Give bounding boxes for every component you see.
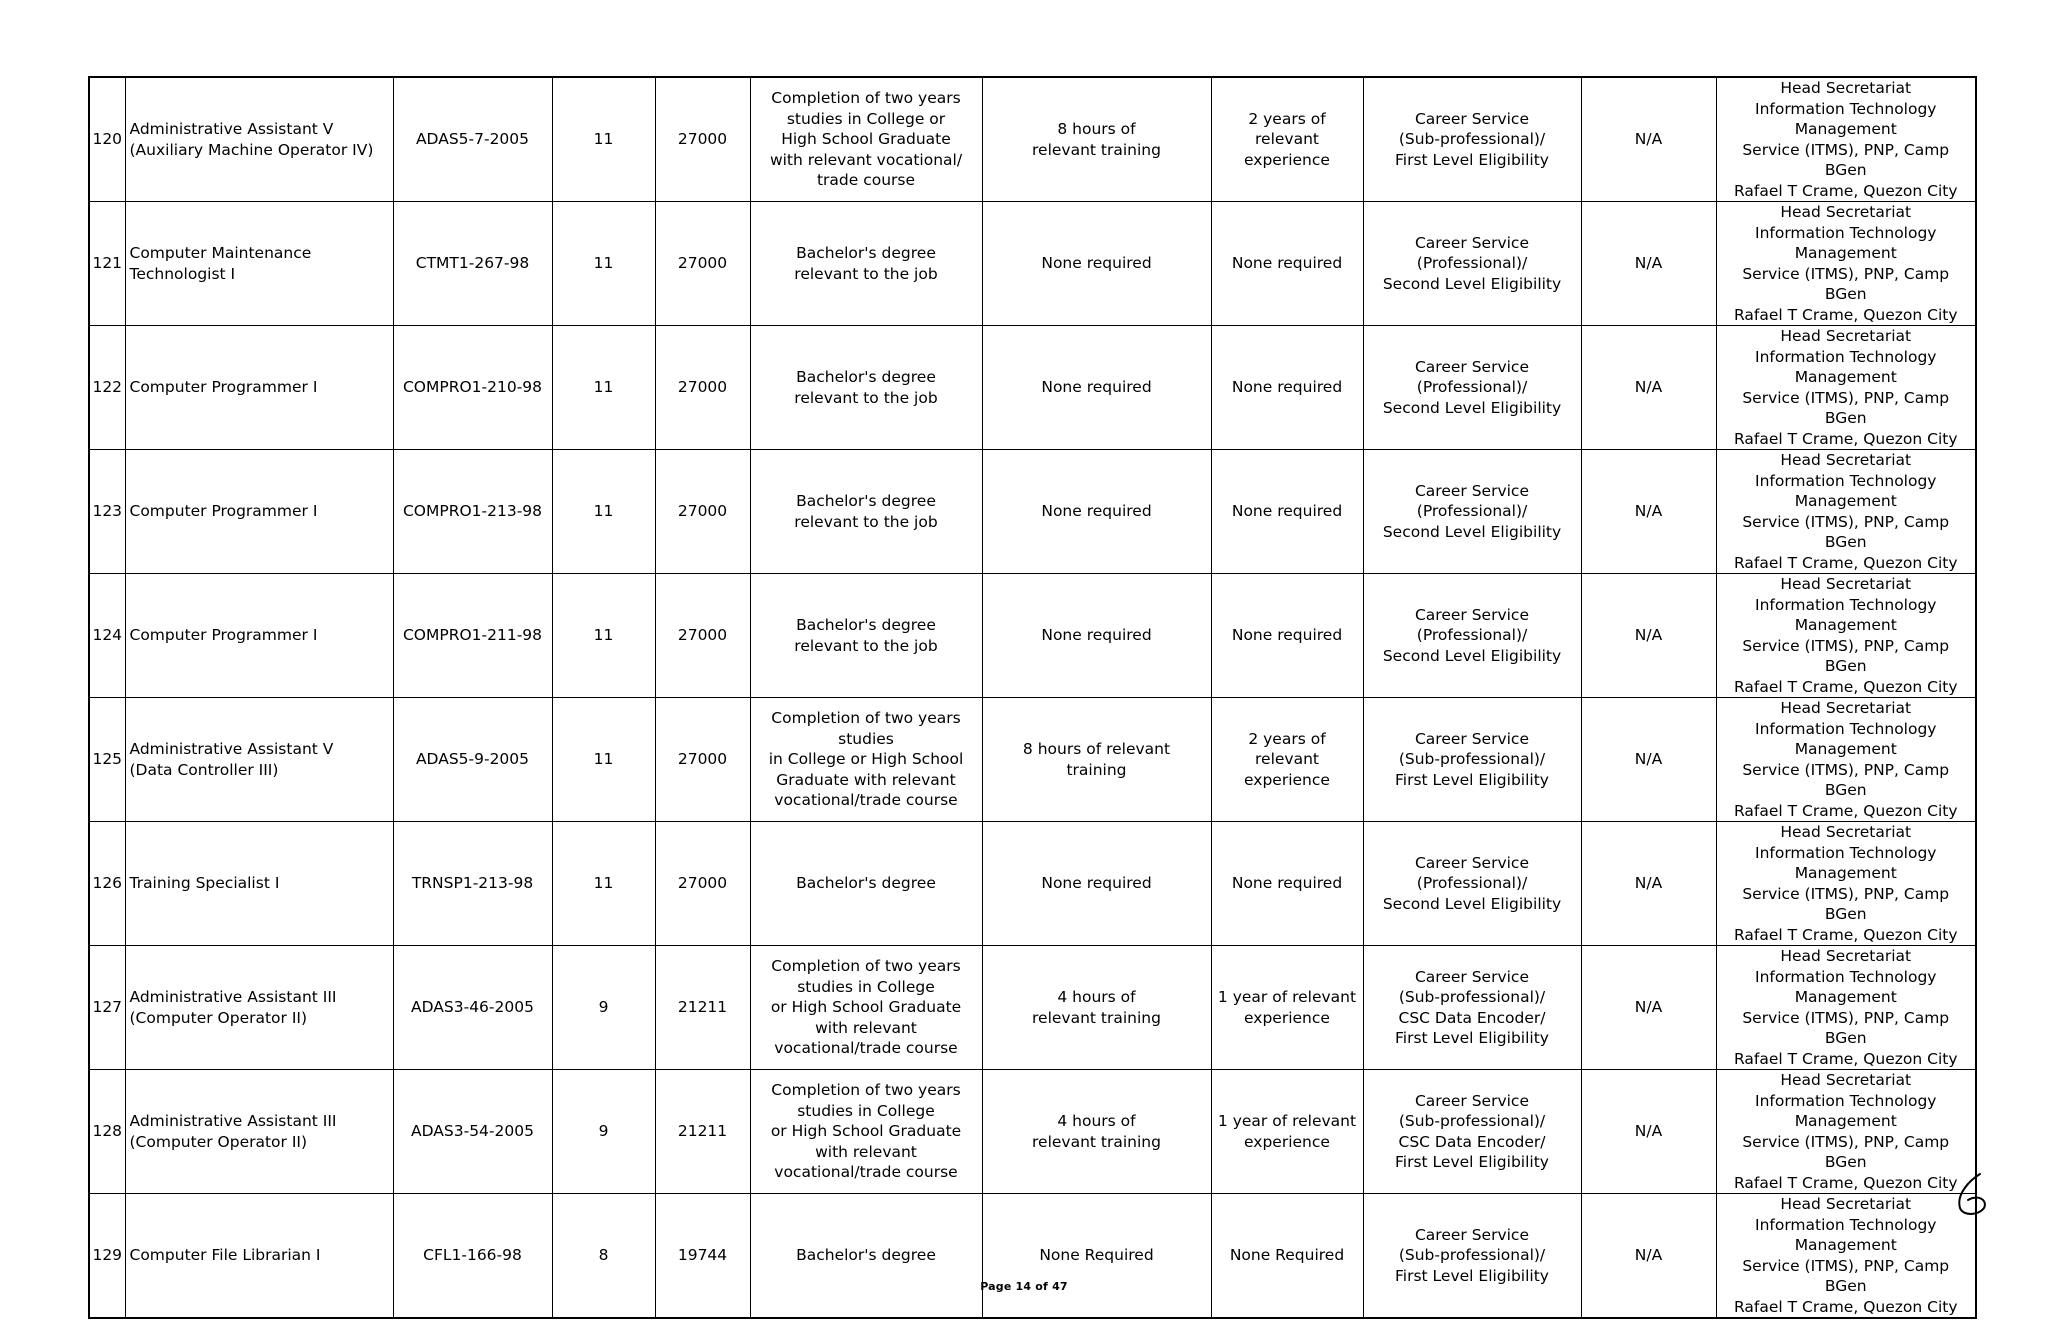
salary-grade: 11 [593,626,614,645]
item-number: CTMT1-267-98 [415,254,530,273]
education-requirement: Bachelor's degree relevant to the job [794,368,938,407]
handwritten-initial-mark [1950,1170,2000,1220]
competency-requirement: N/A [1634,1122,1663,1141]
competency-requirement-cell [1581,450,1716,574]
position-title: Computer Programmer I [129,378,318,397]
table-row [89,698,1976,822]
item-number: ADAS5-9-2005 [415,750,530,769]
competency-requirement: N/A [1634,750,1663,769]
experience-requirement: 1 year of relevant experience [1217,988,1357,1027]
row-number-cell [89,822,125,946]
eligibility-requirement: Career Service (Sub-professional)/ First Level Eligibility [1395,729,1549,789]
place-of-assignment: Head Secretariat Information Technology Management Service (ITMS), PNP, Camp BGen Rafael T Crame, Quezon City [1733,699,1958,820]
experience-requirement: None required [1231,874,1343,893]
position-title-cell [125,77,393,202]
position-title-cell [125,326,393,450]
training-requirement: 4 hours of relevant training [1032,988,1161,1027]
competency-requirement-cell [1581,77,1716,202]
place-of-assignment: Head Secretariat Information Technology Management Service (ITMS), PNP, Camp BGen Rafael T Crame, Quezon City [1733,451,1958,572]
page-number: Page 14 of 47 [980,1280,1068,1293]
position-title-cell [125,450,393,574]
eligibility-requirement-cell [1363,574,1581,698]
experience-requirement: None Required [1229,1246,1345,1265]
education-requirement: Bachelor's degree relevant to the job [794,492,938,531]
item-number: COMPRO1-213-98 [402,502,543,521]
education-requirement: Completion of two years studies in College or High School Graduate with relevant vocational/trade course [770,957,962,1058]
position-title: Administrative Assistant V (Data Controller III) [129,740,334,779]
salary-grade: 9 [598,998,609,1017]
monthly-salary: 21211 [677,998,728,1017]
salary-grade: 11 [593,378,614,397]
monthly-salary-cell [655,450,750,574]
row-number: 126 [92,874,123,893]
table-row [89,946,1976,1070]
training-requirement-cell [982,1194,1211,1319]
row-number: 124 [92,626,123,645]
eligibility-requirement-cell [1363,450,1581,574]
monthly-salary: 27000 [677,254,728,273]
salary-grade-cell [552,1194,655,1319]
row-number: 127 [92,998,123,1017]
position-title-cell [125,946,393,1070]
salary-grade-cell [552,946,655,1070]
training-requirement-cell [982,822,1211,946]
item-number-cell [393,822,552,946]
row-number-cell [89,946,125,1070]
monthly-salary: 27000 [677,750,728,769]
competency-requirement-cell [1581,698,1716,822]
place-of-assignment-cell [1716,574,1976,698]
item-number: CFL1-166-98 [423,1246,522,1265]
education-requirement-cell [750,202,982,326]
table-row [89,326,1976,450]
experience-requirement: 2 years of relevant experience [1244,109,1330,169]
place-of-assignment-cell [1716,822,1976,946]
competency-requirement: N/A [1634,1246,1663,1265]
positions-table-body [89,77,1976,1318]
item-number-cell [393,698,552,822]
position-title: Computer File Librarian I [129,1246,321,1265]
monthly-salary-cell [655,574,750,698]
place-of-assignment: Head Secretariat Information Technology Management Service (ITMS), PNP, Camp BGen Rafael T Crame, Quezon City [1733,203,1958,324]
monthly-salary-cell [655,946,750,1070]
item-number-cell [393,326,552,450]
eligibility-requirement: Career Service (Sub-professional)/ CSC Data Encoder/ First Level Eligibility [1395,1091,1549,1171]
position-title-cell [125,1194,393,1319]
row-number: 128 [92,1122,123,1141]
experience-requirement-cell [1211,1194,1363,1319]
training-requirement-cell [982,698,1211,822]
position-title-cell [125,202,393,326]
experience-requirement-cell [1211,698,1363,822]
place-of-assignment-cell [1716,1194,1976,1319]
place-of-assignment: Head Secretariat Information Technology Management Service (ITMS), PNP, Camp BGen Rafael T Crame, Quezon City [1733,79,1958,200]
education-requirement-cell [750,326,982,450]
row-number-cell [89,326,125,450]
training-requirement-cell [982,574,1211,698]
education-requirement: Completion of two years studies in College or High School Graduate with relevant vocational/trade course [770,1081,962,1182]
training-requirement: None required [1041,874,1152,893]
item-number: TRNSP1-213-98 [411,874,534,893]
eligibility-requirement-cell [1363,822,1581,946]
monthly-salary-cell [655,698,750,822]
item-number-cell [393,77,552,202]
experience-requirement: None required [1231,378,1343,397]
place-of-assignment-cell [1716,77,1976,202]
table-row [89,450,1976,574]
salary-grade-cell [552,698,655,822]
training-requirement: 8 hours of relevant training [1022,740,1171,779]
training-requirement-cell [982,450,1211,574]
monthly-salary-cell [655,822,750,946]
experience-requirement-cell [1211,946,1363,1070]
position-title: Computer Programmer I [129,626,318,645]
salary-grade-cell [552,326,655,450]
monthly-salary: 19744 [677,1246,728,1265]
monthly-salary-cell [655,1070,750,1194]
position-title: Computer Programmer I [129,502,318,521]
item-number-cell [393,1194,552,1319]
row-number-cell [89,450,125,574]
place-of-assignment: Head Secretariat Information Technology Management Service (ITMS), PNP, Camp BGen Rafael T Crame, Quezon City [1733,823,1958,944]
place-of-assignment: Head Secretariat Information Technology Management Service (ITMS), PNP, Camp BGen Rafael T Crame, Quezon City [1733,947,1958,1068]
education-requirement-cell [750,574,982,698]
place-of-assignment-cell [1716,698,1976,822]
positions-table [88,76,1977,1319]
experience-requirement-cell [1211,1070,1363,1194]
table-row [89,77,1976,202]
training-requirement: 4 hours of relevant training [1032,1112,1161,1151]
item-number-cell [393,574,552,698]
competency-requirement: N/A [1634,254,1663,273]
row-number: 121 [92,254,123,273]
eligibility-requirement: Career Service (Professional)/ Second Level Eligibility [1382,853,1562,913]
training-requirement: None required [1041,378,1152,397]
position-title-cell [125,698,393,822]
row-number-cell [89,77,125,202]
row-number: 120 [92,130,123,149]
position-title: Training Specialist I [129,874,280,893]
table-row [89,574,1976,698]
place-of-assignment-cell [1716,946,1976,1070]
education-requirement: Completion of two years studies in College or High School Graduate with relevant vocational/trade course [768,709,964,810]
experience-requirement-cell [1211,326,1363,450]
education-requirement: Completion of two years studies in College or High School Graduate with relevant vocational/ trade course [769,89,963,190]
monthly-salary: 27000 [677,874,728,893]
item-number-cell [393,946,552,1070]
position-title-cell [125,574,393,698]
competency-requirement-cell [1581,202,1716,326]
education-requirement-cell [750,1070,982,1194]
competency-requirement-cell [1581,1194,1716,1319]
row-number-cell [89,698,125,822]
eligibility-requirement-cell [1363,77,1581,202]
competency-requirement: N/A [1634,378,1663,397]
monthly-salary-cell [655,77,750,202]
eligibility-requirement: Career Service (Professional)/ Second Level Eligibility [1382,357,1562,417]
competency-requirement: N/A [1634,998,1663,1017]
competency-requirement: N/A [1634,626,1663,645]
salary-grade-cell [552,822,655,946]
education-requirement-cell [750,77,982,202]
competency-requirement-cell [1581,1070,1716,1194]
training-requirement-cell [982,77,1211,202]
salary-grade-cell [552,450,655,574]
competency-requirement-cell [1581,574,1716,698]
salary-grade: 11 [593,254,614,273]
training-requirement-cell [982,1070,1211,1194]
monthly-salary: 21211 [677,1122,728,1141]
salary-grade-cell [552,77,655,202]
position-title: Administrative Assistant III (Computer Operator II) [129,988,337,1027]
competency-requirement-cell [1581,326,1716,450]
salary-grade: 9 [598,1122,609,1141]
item-number-cell [393,450,552,574]
place-of-assignment-cell [1716,1070,1976,1194]
training-requirement: None Required [1039,1246,1154,1265]
row-number: 125 [92,750,123,769]
experience-requirement-cell [1211,450,1363,574]
place-of-assignment: Head Secretariat Information Technology Management Service (ITMS), PNP, Camp BGen Rafael T Crame, Quezon City [1733,575,1958,696]
salary-grade: 11 [593,130,614,149]
eligibility-requirement: Career Service (Sub-professional)/ CSC Data Encoder/ First Level Eligibility [1395,967,1549,1047]
row-number-cell [89,202,125,326]
training-requirement: None required [1041,254,1152,273]
salary-grade: 11 [593,874,614,893]
row-number: 122 [92,378,123,397]
place-of-assignment-cell [1716,450,1976,574]
eligibility-requirement: Career Service (Sub-professional)/ First Level Eligibility [1395,1225,1549,1285]
monthly-salary-cell [655,326,750,450]
position-title-cell [125,1070,393,1194]
row-number-cell [89,1194,125,1319]
salary-grade: 11 [593,750,614,769]
eligibility-requirement-cell [1363,202,1581,326]
eligibility-requirement-cell [1363,326,1581,450]
education-requirement-cell [750,450,982,574]
training-requirement-cell [982,946,1211,1070]
item-number: ADAS3-54-2005 [411,1122,534,1141]
table-row [89,202,1976,326]
row-number: 129 [92,1246,123,1265]
eligibility-requirement: Career Service (Professional)/ Second Level Eligibility [1382,481,1562,541]
training-requirement-cell [982,326,1211,450]
experience-requirement-cell [1211,202,1363,326]
position-title: Computer Maintenance Technologist I [129,244,312,283]
row-number: 123 [92,502,123,521]
education-requirement-cell [750,946,982,1070]
monthly-salary: 27000 [677,130,728,149]
place-of-assignment-cell [1716,202,1976,326]
eligibility-requirement: Career Service (Professional)/ Second Level Eligibility [1382,605,1562,665]
eligibility-requirement-cell [1363,1194,1581,1319]
education-requirement: Bachelor's degree relevant to the job [794,244,938,283]
training-requirement: None required [1041,502,1152,521]
item-number: COMPRO1-210-98 [402,378,543,397]
eligibility-requirement-cell [1363,946,1581,1070]
row-number-cell [89,574,125,698]
experience-requirement: None required [1231,502,1343,521]
position-title: Administrative Assistant V (Auxiliary Machine Operator IV) [129,120,374,159]
education-requirement-cell [750,698,982,822]
training-requirement: None required [1041,626,1152,645]
salary-grade-cell [552,1070,655,1194]
item-number: ADAS3-46-2005 [411,998,534,1017]
salary-grade: 11 [593,502,614,521]
experience-requirement: None required [1231,626,1343,645]
position-title-cell [125,822,393,946]
table-row [89,1194,1976,1319]
item-number: COMPRO1-211-98 [402,626,543,645]
monthly-salary-cell [655,1194,750,1319]
experience-requirement: None required [1231,254,1343,273]
experience-requirement-cell [1211,574,1363,698]
competency-requirement: N/A [1634,874,1663,893]
place-of-assignment-cell [1716,326,1976,450]
salary-grade-cell [552,202,655,326]
table-row [89,822,1976,946]
training-requirement: 8 hours of relevant training [1032,120,1161,159]
competency-requirement: N/A [1634,502,1663,521]
salary-grade: 8 [598,1246,609,1265]
experience-requirement: 1 year of relevant experience [1217,1112,1357,1151]
training-requirement-cell [982,202,1211,326]
table-row [89,1070,1976,1194]
place-of-assignment: Head Secretariat Information Technology Management Service (ITMS), PNP, Camp BGen Rafael T Crame, Quezon City [1733,1071,1958,1192]
item-number: ADAS5-7-2005 [415,130,530,149]
competency-requirement-cell [1581,822,1716,946]
experience-requirement-cell [1211,77,1363,202]
experience-requirement-cell [1211,822,1363,946]
place-of-assignment: Head Secretariat Information Technology Management Service (ITMS), PNP, Camp BGen Rafael T Crame, Quezon City [1733,327,1958,448]
monthly-salary: 27000 [677,502,728,521]
competency-requirement: N/A [1634,130,1663,149]
education-requirement: Bachelor's degree [796,874,936,893]
position-title: Administrative Assistant III (Computer Operator II) [129,1112,337,1151]
education-requirement-cell [750,1194,982,1319]
row-number-cell [89,1070,125,1194]
item-number-cell [393,1070,552,1194]
eligibility-requirement: Career Service (Professional)/ Second Level Eligibility [1382,233,1562,293]
eligibility-requirement: Career Service (Sub-professional)/ First Level Eligibility [1395,109,1549,169]
education-requirement-cell [750,822,982,946]
experience-requirement: 2 years of relevant experience [1244,729,1330,789]
education-requirement: Bachelor's degree relevant to the job [794,616,938,655]
place-of-assignment: Head Secretariat Information Technology Management Service (ITMS), PNP, Camp BGen Rafael T Crame, Quezon City [1733,1195,1958,1316]
monthly-salary: 27000 [677,378,728,397]
eligibility-requirement-cell [1363,1070,1581,1194]
education-requirement: Bachelor's degree [796,1246,936,1265]
salary-grade-cell [552,574,655,698]
eligibility-requirement-cell [1363,698,1581,822]
monthly-salary-cell [655,202,750,326]
monthly-salary: 27000 [677,626,728,645]
competency-requirement-cell [1581,946,1716,1070]
item-number-cell [393,202,552,326]
